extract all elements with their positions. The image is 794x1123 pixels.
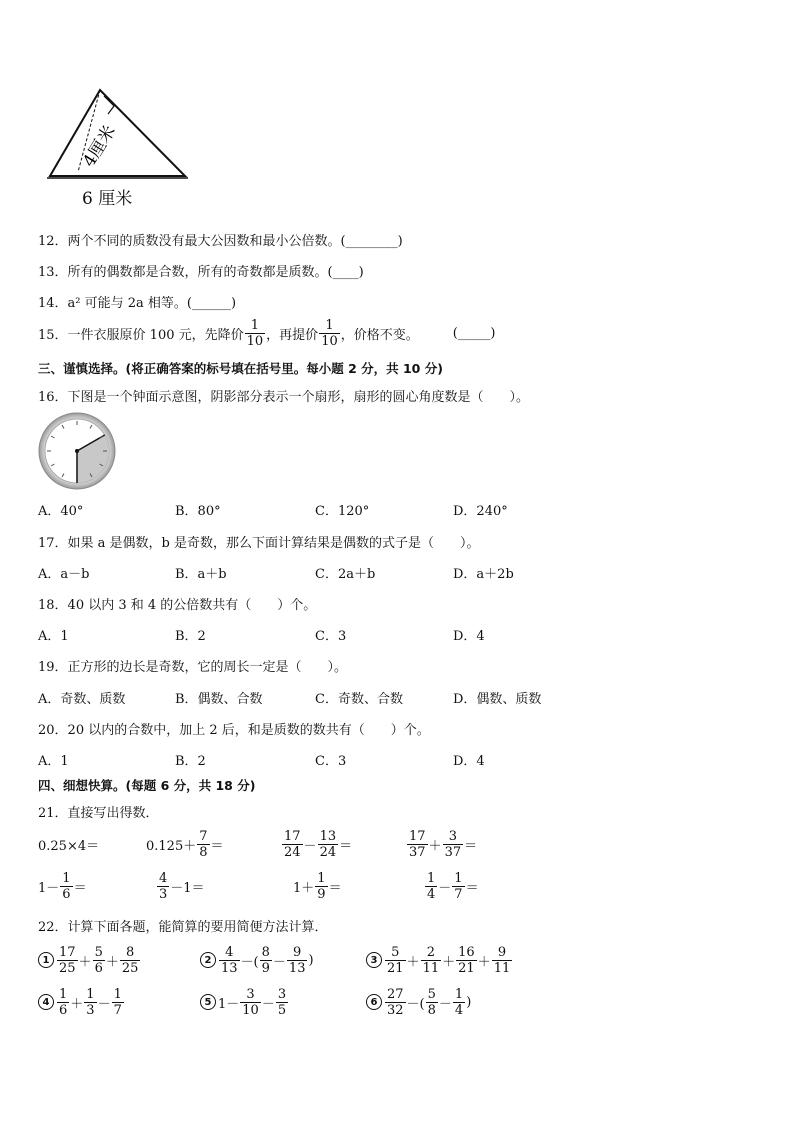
clock-center (75, 449, 79, 453)
q22-problem-1: 1 $\frac{17}{25}$ ＋ $\frac{5}{6}$ ＋ $\frac{8}{25}$ (38, 943, 141, 977)
q15-part2: ，再提价 (266, 328, 319, 343)
q17-option-d: D．a＋2b (453, 567, 514, 582)
height-label: 4厘米 (79, 122, 120, 171)
circled-number-3: 3 (366, 952, 382, 968)
q22-problem-2: 2 $\frac{4}{13}$ －( $\frac{8}{9}$ － $\frac{9}{13}$ ) (200, 943, 314, 977)
q21-expr-2: 0.125＋ $\frac{7}{8}$ ＝ (146, 828, 224, 860)
question-17: 17．如果 a 是偶数，b 是奇数，那么下面计算结果是偶数的式子是（ ）。 (38, 536, 480, 551)
q18-option-a: A．1 (38, 629, 69, 644)
question-20: 20．20 以内的合数中，加上 2 后，和是质数的数共有（ ）个。 (38, 723, 430, 738)
question-15 (38, 318, 495, 349)
q20-option-b: B．2 (175, 754, 206, 769)
q17-option-c: C．2a＋b (315, 567, 376, 582)
base-label: 6 厘米 (82, 189, 133, 209)
q19-option-a: A．奇数、质数 (38, 692, 126, 707)
q15-fraction-2: $\frac{1}{10}$ (321, 318, 338, 349)
q20-option-c: C．3 (315, 754, 347, 769)
q15-blank: (_____) (452, 326, 496, 341)
q20-option-d: D．4 (453, 754, 485, 769)
q16-option-d: D．240° (453, 504, 508, 519)
q18-option-c: C．3 (315, 629, 347, 644)
circled-number-2: 2 (200, 952, 216, 968)
q21-expr-8: $\frac{1}{4}$ － $\frac{1}{7}$ ＝ (427, 870, 479, 902)
q22-problem-3: 3 $\frac{5}{21}$ ＋ $\frac{2}{11}$ ＋ $\frac{16}{21}$ ＋ $\frac{9}{11}$ (366, 943, 513, 977)
q21-expr-4: $\frac{17}{37}$ ＋ $\frac{3}{37}$ ＝ (409, 828, 478, 860)
q15-part1: 15．一件衣服原价 100 元，先降价 (38, 328, 244, 343)
q22-problem-4: 4 $\frac{1}{6}$ ＋ $\frac{1}{3}$ － $\frac{1}{7}$ (38, 985, 125, 1019)
section-3-heading: 三、谨慎选择。(将正确答案的标号填在括号里。每小题 2 分，共 10 分) (38, 361, 443, 376)
q16-option-a: A．40° (38, 504, 84, 519)
q18-option-d: D．4 (453, 629, 485, 644)
question-13: 13．所有的偶数都是合数，所有的奇数都是质数。(____) (38, 265, 364, 280)
question-14: 14．a² 可能与 2a 相等。(______) (38, 296, 237, 311)
q17-option-b: B．a＋b (175, 567, 227, 582)
circled-number-6: 6 (366, 994, 382, 1010)
question-19: 19．正方形的边长是奇数，它的周长一定是（ ）。 (38, 660, 348, 675)
circled-number-4: 4 (38, 994, 54, 1010)
section-4-heading: 四、细想快算。(每题 6 分，共 18 分) (38, 778, 256, 793)
circled-number-5: 5 (200, 994, 216, 1010)
question-16: 16．下图是一个钟面示意图，阴影部分表示一个扇形，扇形的圆心角度数是（ ）。 (38, 390, 530, 405)
q21-expr-3: $\frac{17}{24}$ － $\frac{13}{24}$ ＝ (284, 828, 353, 860)
clock-face-figure (38, 412, 118, 492)
circled-number-1: 1 (38, 952, 54, 968)
question-22: 22．计算下面各题，能简算的要用简便方法计算． (38, 920, 328, 935)
q21-expr-5: 1－ $\frac{1}{6}$ ＝ (38, 870, 87, 902)
q18-option-b: B．2 (175, 629, 206, 644)
q15-fraction-1: $\frac{1}{10}$ (246, 318, 264, 349)
q21-expr-6: $\frac{4}{3}$ －1＝ (159, 870, 205, 902)
q20-option-a: A．1 (38, 754, 69, 769)
q19-option-d: D．偶数、质数 (453, 692, 542, 707)
q15-part3: ，价格不变。 (340, 328, 419, 343)
q19-option-b: B．偶数、合数 (175, 692, 263, 707)
question-21: 21．直接写出得数． (38, 806, 159, 821)
question-12: 12．两个不同的质数没有最大公因数和最小公倍数。(________) (38, 234, 403, 249)
question-18: 18．40 以内 3 和 4 的公倍数共有（ ）个。 (38, 598, 317, 613)
q16-option-b: B．80° (175, 504, 221, 519)
q19-option-c: C．奇数、合数 (315, 692, 403, 707)
q17-option-a: A．a－b (38, 567, 90, 582)
q21-expr-1: 0.25×4＝ (38, 838, 100, 854)
q21-expr-7: 1＋ $\frac{1}{9}$ ＝ (293, 870, 342, 902)
q16-option-c: C．120° (315, 504, 370, 519)
q22-problem-6: 6 $\frac{27}{32}$ －( $\frac{5}{8}$ － $\frac{1}{4}$ ) (366, 985, 471, 1019)
q22-problem-5: 5 1－ $\frac{3}{10}$ － $\frac{3}{5}$ (200, 985, 289, 1019)
